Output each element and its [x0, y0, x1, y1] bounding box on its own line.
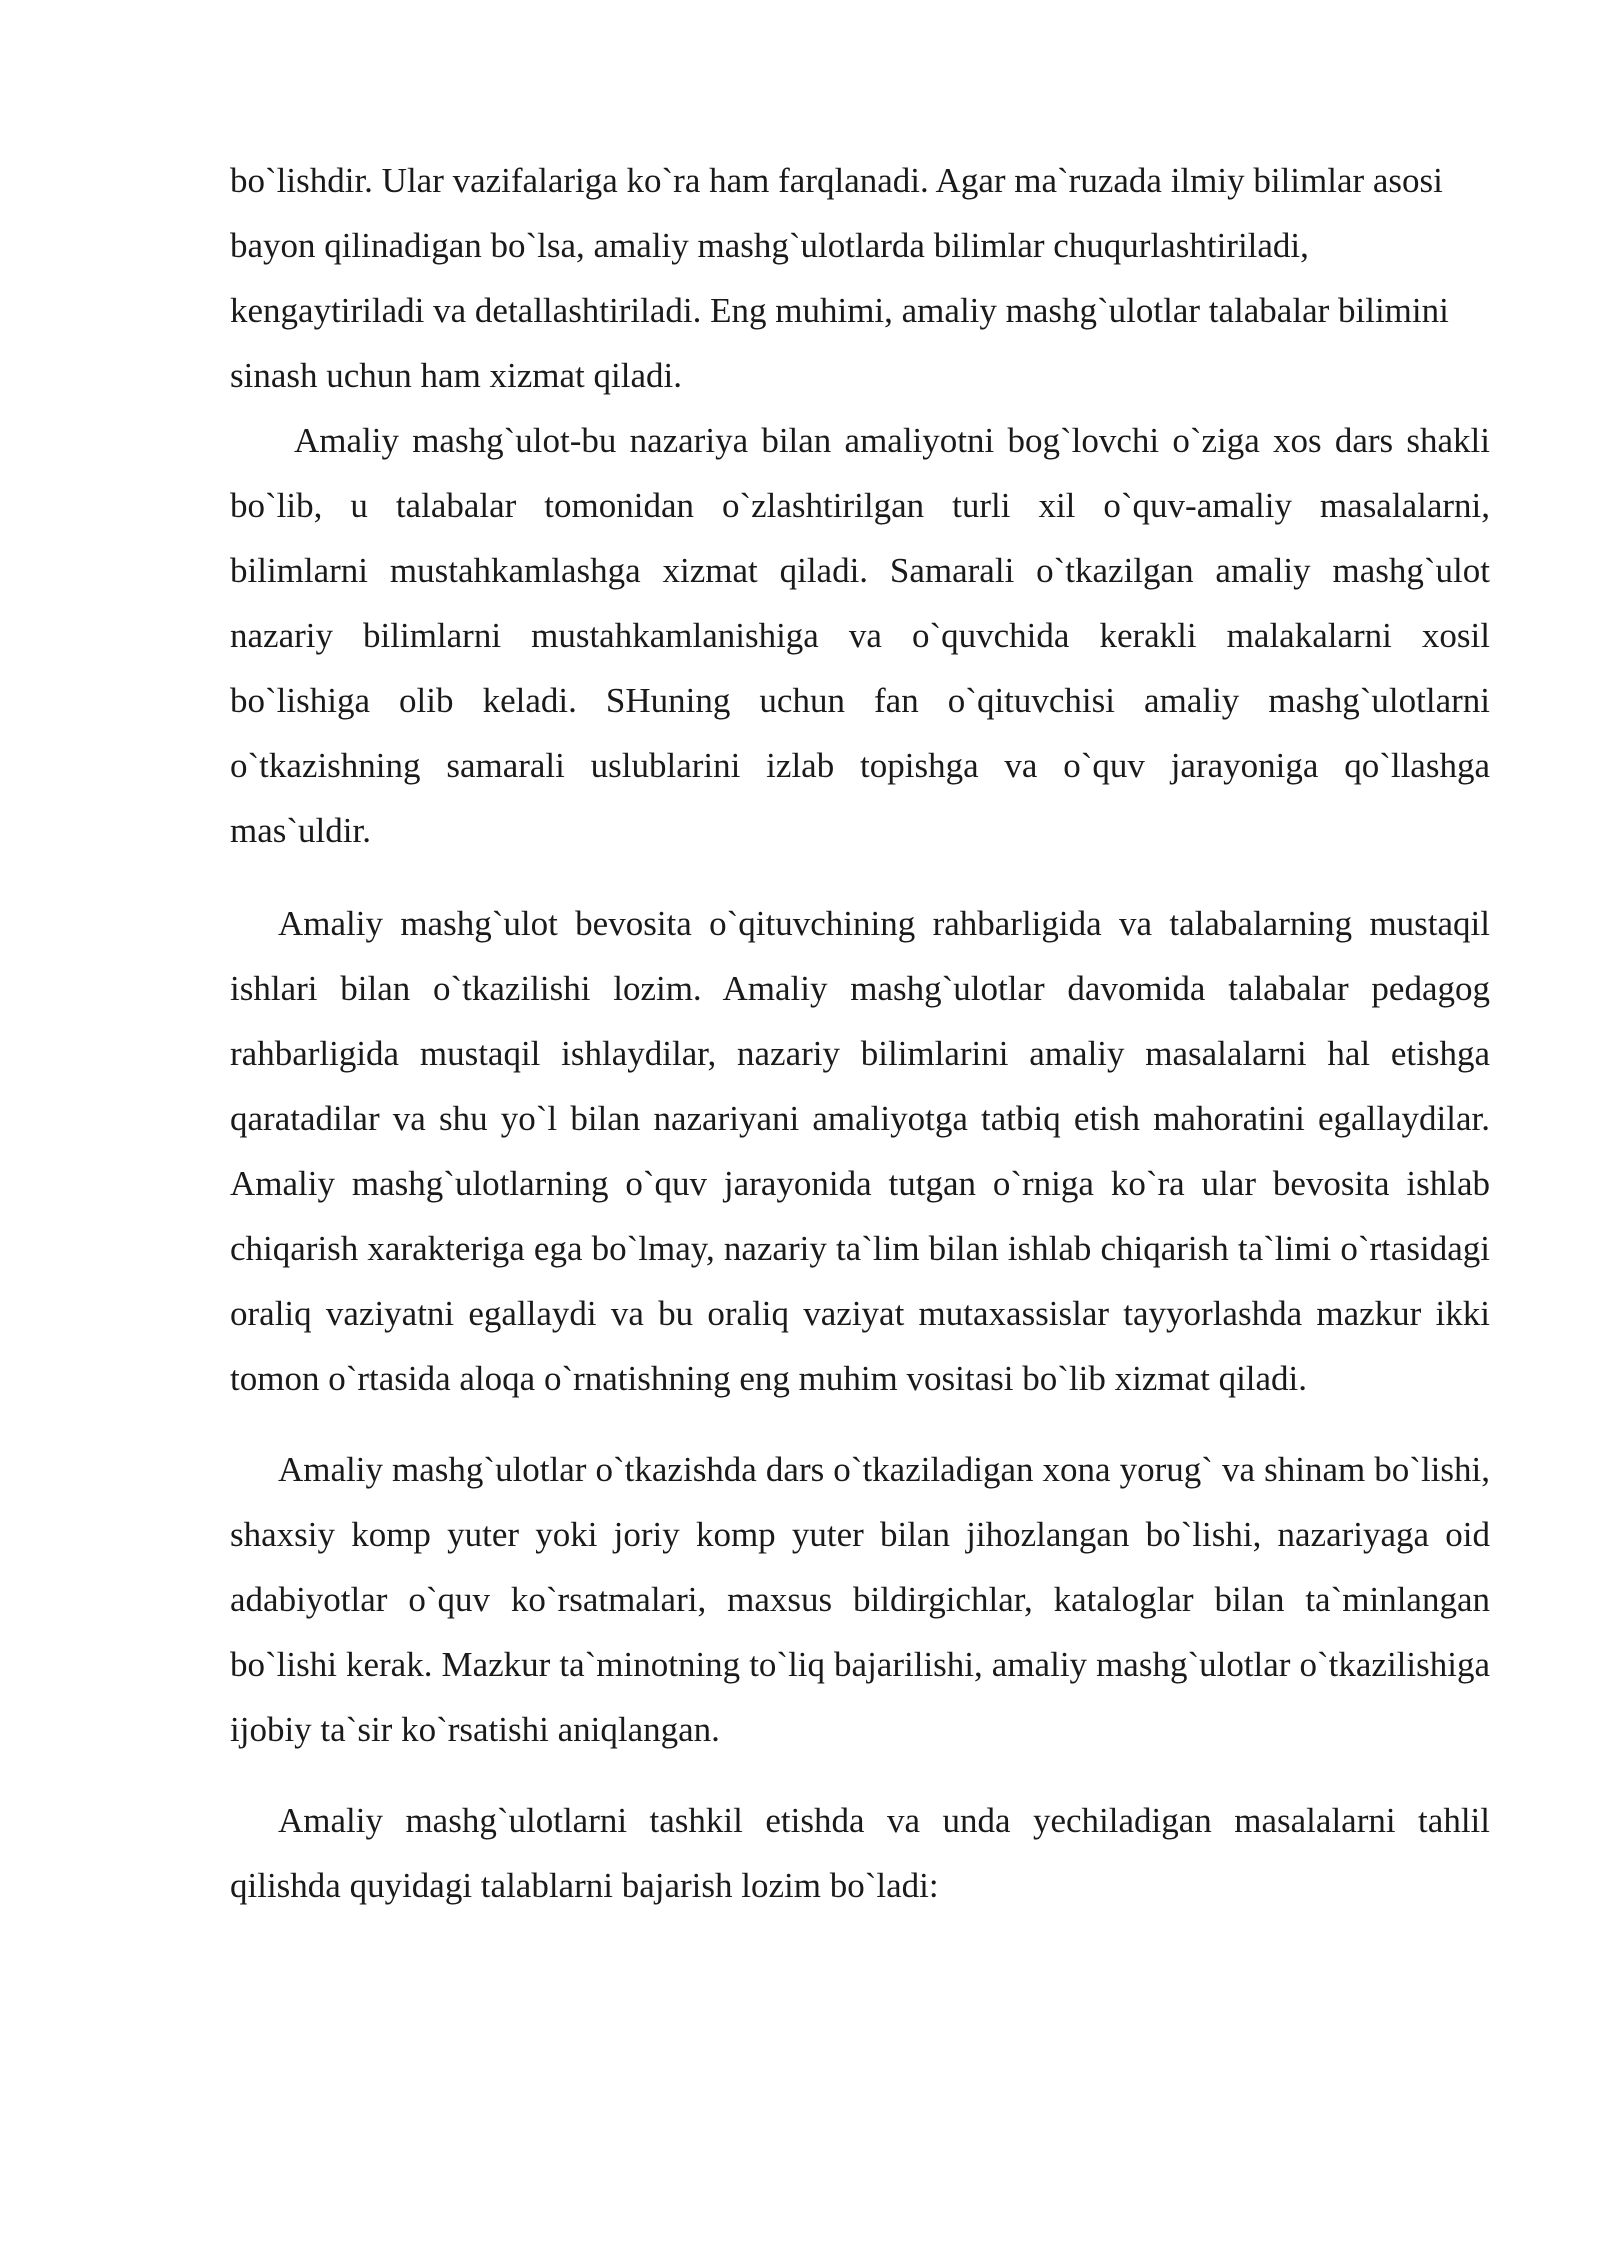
paragraph-2: Amaliy mashg`ulot-bu nazariya bilan amaliyotni bog`lovchi o`ziga xos dars shakli bo`lib, u talabalar tomonidan o`zlashtirilgan turli xil o`quv-amaliy masalalarni, bilimlarni mustahkamlashga xizmat qiladi. Samarali o`tkazilgan amaliy mashg`ulot nazariy bilimlarni mustahkamlanishiga va o`quvchida kerakli malakalarni xosil bo`lishiga olib keladi. SHuning uchun fan o`qituvchisi amaliy mashg`ulotlarni o`tkazishning samarali uslublarini izlab topishga va o`quv jarayoniga qo`llashga mas`uldir. — [230, 421, 1490, 850]
paragraph-3: Amaliy mashg`ulot bevosita o`qituvchining rahbarligida va talabalarning mustaqil ishlari bilan o`tkazilishi lozim. Amaliy mashg`ulotlar davomida talabalar pedagog rahbarligida mustaqil ishlaydilar, nazariy bilimlarini amaliy masalalarni hal etishga qaratadilar va shu yo`l bilan nazariyani amaliyotga tatbiq etish mahoratini egallaydilar. Amaliy mashg`ulotlarning o`quv jarayonida tutgan o`rniga ko`ra ular bevosita ishlab chiqarish xarakteriga ega bo`lmay, nazariy ta`lim bilan ishlab chiqarish ta`limi o`rtasidagi oraliq vaziyatni egallaydi va bu oraliq vaziyat mutaxassislar tayyorlashda mazkur ikki tomon o`rtasida aloqa o`rnatishning eng muhim vositasi bo`lib xizmat qiladi. — [230, 904, 1490, 1398]
document-body — [230, 148, 1490, 1918]
paragraph-5: Amaliy mashg`ulotlarni tashkil etishda va unda yechiladigan masalalarni tahlil qilishda quyidagi talablarni bajarish lozim bo`ladi: — [230, 1801, 1490, 1905]
paragraph-4: Amaliy mashg`ulotlar o`tkazishda dars o`tkaziladigan xona yorug` va shinam bo`lishi, shaxsiy komp yuter yoki joriy komp yuter bilan jihozlangan bo`lishi, nazariyaga oid adabiyotlar o`quv ko`rsatmalari, maxsus bildirgichlar, kataloglar bilan ta`minlangan bo`lishi kerak. Mazkur ta`minotning to`liq bajarilishi, amaliy mashg`ulotlar o`tkazilishiga ijobiy ta`sir ko`rsatishi aniqlangan. — [230, 1450, 1490, 1749]
paragraph-1: bo`lishdir. Ular vazifalariga ko`ra ham farqlanadi. Agar ma`ruzada ilmiy bilimlar asosi bayon qilinadigan bo`lsa, amaliy mashg`ulotlarda bilimlar chuqurlashtiriladi, kengaytiriladi va detallashtiriladi. Eng muhimi, amaliy mashg`ulotlar talabalar bilimini sinash uchun ham xizmat qiladi. — [230, 161, 1449, 395]
